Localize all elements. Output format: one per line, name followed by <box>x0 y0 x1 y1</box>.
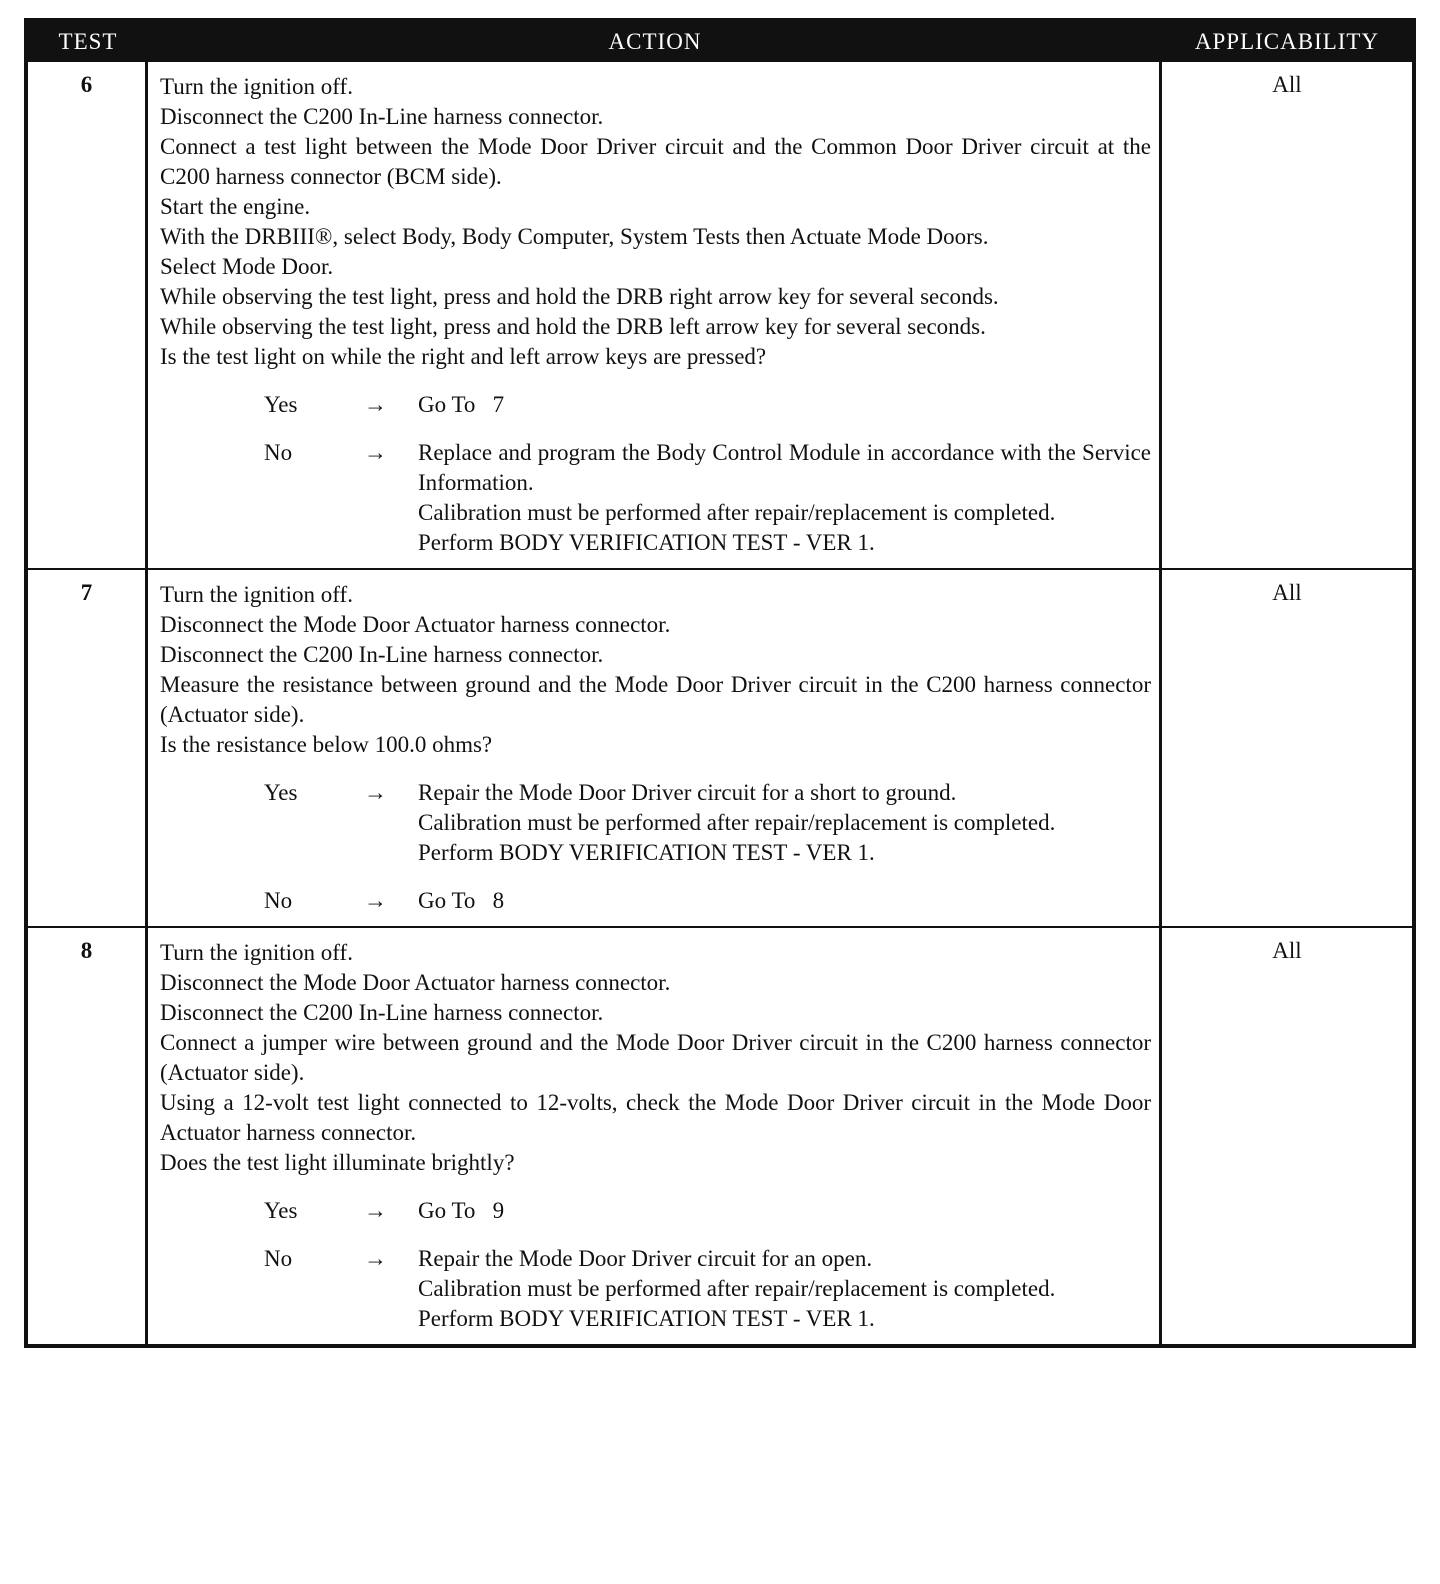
action-step: Start the engine. <box>160 194 311 219</box>
test-number: 7 <box>28 570 148 926</box>
action-step: Disconnect the C200 In-Line harness connector. <box>160 642 604 667</box>
arrow-icon: → <box>364 888 387 913</box>
diagnostic-test-table <box>24 18 1416 1348</box>
action-step: With the DRBIII®, select Body, Body Computer, System Tests then Actuate Mode Doors. <box>160 224 989 249</box>
action-step: Measure the resistance between ground and the Mode Door Driver circuit in the C200 harness connector (Actuator side). <box>160 672 1151 727</box>
arrow-icon: → <box>364 1198 387 1223</box>
outcome-line: Calibration must be performed after repair/replacement is completed. <box>418 500 1056 525</box>
action-step: While observing the test light, press and hold the DRB right arrow key for several seconds. <box>160 284 999 309</box>
arrow-icon: → <box>364 780 387 805</box>
yes-label: Yes <box>264 780 298 805</box>
header-action: ACTION <box>608 29 702 54</box>
action-step: Connect a test light between the Mode Door Driver circuit and the Common Door Driver circuit at the C200 harness connector (BCM side). <box>160 134 1151 189</box>
yes-label: Yes <box>264 392 298 417</box>
no-label: No <box>264 1246 293 1271</box>
table-row <box>28 568 1412 926</box>
outcome-line: Replace and program the Body Control Module in accordance with the Service Information. <box>418 440 1157 495</box>
action-step: Disconnect the Mode Door Actuator harness connector. <box>160 970 671 995</box>
yes-outcome <box>418 778 1151 868</box>
table-header <box>28 22 1412 62</box>
no-label: No <box>264 888 293 913</box>
action-step: Turn the ignition off. <box>160 940 353 965</box>
yes-result <box>160 1196 1151 1226</box>
no-result <box>160 438 1157 558</box>
arrow-icon: → <box>364 392 387 417</box>
no-result <box>160 1244 1151 1334</box>
no-outcome <box>418 1244 1151 1334</box>
no-label: No <box>264 440 293 465</box>
action-step: Is the resistance below 100.0 ohms? <box>160 732 493 757</box>
header-applicability: APPLICABILITY <box>1194 29 1380 54</box>
action-cell <box>148 570 1162 926</box>
action-step: Turn the ignition off. <box>160 74 353 99</box>
outcome-line: Repair the Mode Door Driver circuit for an open. <box>418 1246 873 1271</box>
action-cell <box>148 928 1162 1344</box>
action-step: Does the test light illuminate brightly? <box>160 1150 515 1175</box>
outcome-line: Repair the Mode Door Driver circuit for a short to ground. <box>418 780 957 805</box>
outcome-line: Go To 9 <box>418 1198 505 1223</box>
action-step: Disconnect the C200 In-Line harness connector. <box>160 1000 604 1025</box>
outcome-line: Calibration must be performed after repair/replacement is completed. <box>418 810 1056 835</box>
outcome-line: Perform BODY VERIFICATION TEST - VER 1. <box>418 840 875 865</box>
yes-result <box>160 778 1151 868</box>
action-step: Using a 12-volt test light connected to 12-volts, check the Mode Door Driver circuit in the Mode Door Actuator harness connector. <box>160 1090 1151 1145</box>
test-number: 8 <box>28 928 148 1344</box>
yes-outcome <box>418 390 1151 420</box>
outcome-line: Go To 7 <box>418 392 505 417</box>
yes-outcome <box>418 1196 1151 1226</box>
outcome-line: Perform BODY VERIFICATION TEST - VER 1. <box>418 1306 875 1331</box>
applicability-value: All <box>1272 938 1302 963</box>
test-number: 6 <box>28 62 148 568</box>
applicability-value: All <box>1272 580 1302 605</box>
applicability-value: All <box>1272 72 1302 97</box>
header-test: TEST <box>58 29 118 54</box>
no-outcome <box>418 886 1151 916</box>
action-step: Disconnect the C200 In-Line harness connector. <box>160 104 604 129</box>
action-step: Select Mode Door. <box>160 254 334 279</box>
yes-label: Yes <box>264 1198 298 1223</box>
table-body <box>28 62 1412 1344</box>
outcome-line: Perform BODY VERIFICATION TEST - VER 1. <box>418 530 875 555</box>
yes-result <box>160 390 1151 420</box>
action-step: Turn the ignition off. <box>160 582 353 607</box>
action-step: Is the test light on while the right and left arrow keys are pressed? <box>160 344 767 369</box>
action-step: Disconnect the Mode Door Actuator harness connector. <box>160 612 671 637</box>
arrow-icon: → <box>364 440 387 465</box>
table-row <box>28 926 1412 1344</box>
action-step: Connect a jumper wire between ground and the Mode Door Driver circuit in the C200 harness connector (Actuator side). <box>160 1030 1151 1085</box>
no-result <box>160 886 1151 916</box>
outcome-line: Calibration must be performed after repair/replacement is completed. <box>418 1276 1056 1301</box>
outcome-line: Go To 8 <box>418 888 505 913</box>
action-cell <box>148 62 1162 568</box>
action-step: While observing the test light, press and hold the DRB left arrow key for several seconds. <box>160 314 986 339</box>
table-row <box>28 62 1412 568</box>
arrow-icon: → <box>364 1246 387 1271</box>
no-outcome <box>418 438 1157 558</box>
